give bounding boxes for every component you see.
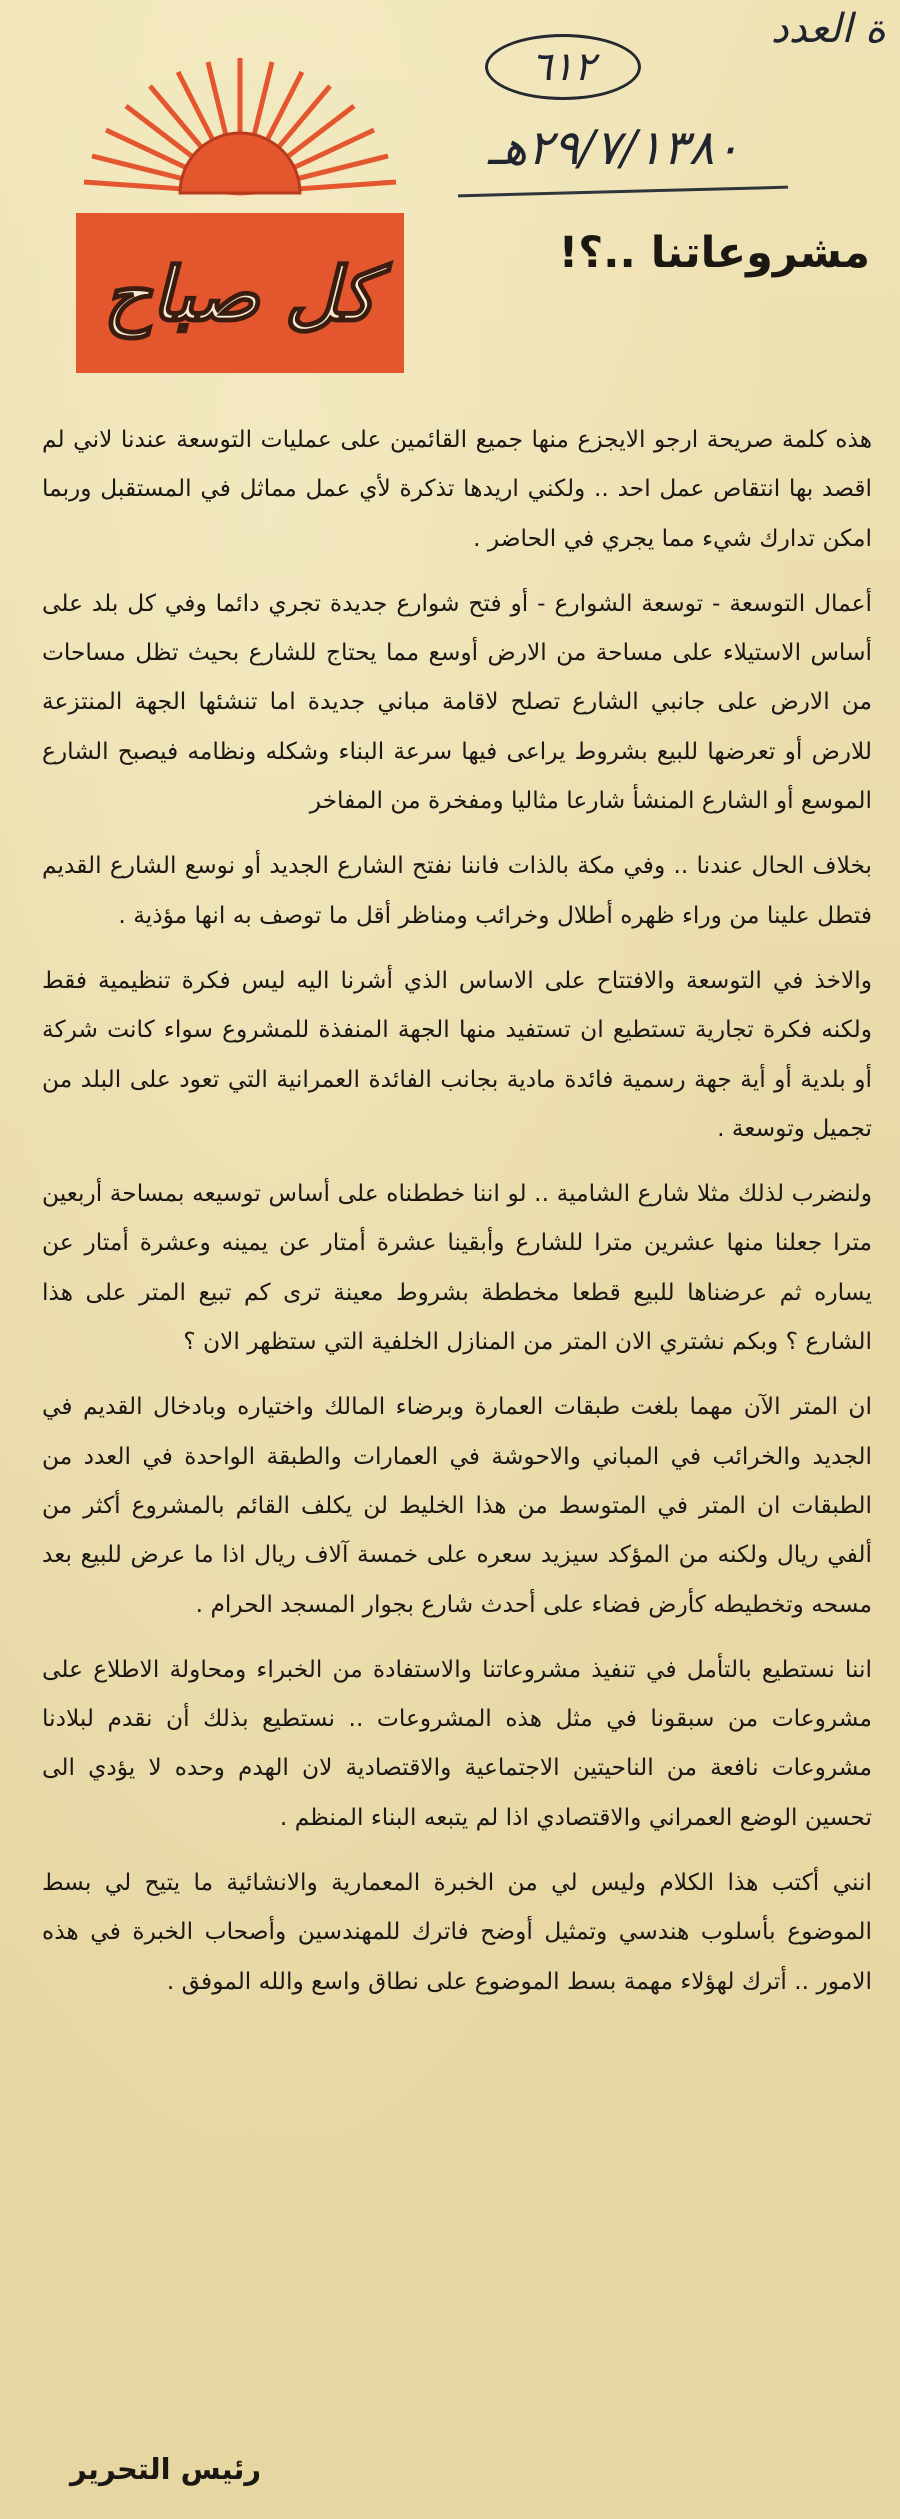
kul-sabah-logo	[40, 48, 440, 373]
paragraph: هذه كلمة صريحة ارجو الايجزع منها جميع القائمين على عمليات التوسعة عندنا لاني لم اقصد بها انتقاص عمل احد .. ولكني اريدها تذكرة لأي عمل مماثل في المستقبل وربما امكن تدارك شيء مما يجري في الحاضر .	[42, 426, 872, 552]
logo-text: كل صباح	[103, 252, 377, 338]
paragraph: ولنضرب لذلك مثلا شارع الشامية .. لو اننا خططناه على أساس توسيعه بمساحة أربعين مترا جعلنا منها عشرين مترا للشارع وأبقينا عشرة أمتار عن يمينه وعشرة أمتار عن يساره ثم عرضناها للبيع قطعا مخططة بشروط معينة ترى كم تبيع المتر على هذا الشارع ؟ وبكم نشتري الان المتر من المنازل الخلفية التي ستظهر الان ؟	[42, 1180, 872, 1356]
issue-number: ٦١٢	[530, 44, 596, 90]
paragraph: أعمال التوسعة - توسعة الشوارع - أو فتح شوارع جديدة تجري دائما وفي كل بلد على أساس الاستيلاء على مساحة من الارض أوسع مما يحتاج للشارع بحيث تظل مساحات من الارض على جانبي الشارع تصلح لاقامة مباني جديدة اما تنشئها الجهة المنتزعة للارض أو تعرضها للبيع بشروط يراعى فيها سرعة البناء وشكله ونظامه فيصبح الشارع الموسع أو الشارع المنشأ شارعا مثاليا ومفخرة من المفاخر	[42, 589, 872, 815]
issue-label: ة العدد	[770, 6, 886, 52]
article-title: مشروعاتنا ..؟!	[558, 228, 870, 278]
date-underline	[458, 186, 788, 198]
paragraph: ان المتر الآن مهما بلغت طبقات العمارة وبرضاء المالك واختياره وبادخال القديم في الجديد والخرائب في المباني والاحوشة في العمارات والطبقة الواحدة في العدد من الطبقات ان المتر في المتوسط من هذا الخليط لن يكلف القائم بالمشروع أكثر من ألفي ريال ولكنه من المؤكد سيزيد سعره على خمسة آلاف ريال اذا ما عرض للبيع بعد مسحه وتخطيطه كأرض فضاء على أحدث شارع بجوار المسجد الحرام .	[42, 1393, 872, 1618]
article-body	[42, 415, 872, 2022]
handwritten-date: ٢٩/٧/١٣٨٠هـ	[487, 120, 740, 176]
paragraph: والاخذ في التوسعة والافتتاح على الاساس الذي أشرنا اليه ليس فكرة تنظيمية فقط ولكنه فكرة تجارية تستطيع ان تستفيد منها الجهة المنفذة للمشروع سواء كانت شركة أو بلدية أو أية جهة رسمية فائدة مادية بجانب الفائدة العمرانية التي تعود على البلد من تجميل وتوسعة .	[42, 966, 872, 1142]
signature: رئيس التحرير	[70, 2452, 262, 2486]
paragraph: انني أكتب هذا الكلام وليس لي من الخبرة المعمارية والانشائية ما يتيح لي بسط الموضوع بأسلوب هندسي وتمثيل أوضح فاترك للمهندسين وأصحاب الخبرة في هذه الامور .. أترك لهؤلاء مهمة بسط الموضوع على نطاق واسع والله الموفق .	[42, 1869, 872, 1995]
paragraph: اننا نستطيع بالتأمل في تنفيذ مشروعاتنا والاستفادة من الخبراء ومحاولة الاطلاع على مشروعات من سبقونا في مثل هذه المشروعات .. نستطيع بذلك أن نقدم لبلادنا مشروعات نافعة من الناحيتين الاجتماعية والاقتصادية لان الهدم وحده لا يؤدي الى تحسين الوضع العمراني والاقتصادي اذا لم يتبعه البناء المنظم .	[42, 1655, 872, 1831]
issue-number-oval	[485, 34, 641, 100]
paragraph: بخلاف الحال عندنا .. وفي مكة بالذات فاننا نفتح الشارع الجديد أو نوسع الشارع القديم فتطل علينا من وراء ظهره أطلال وخرائب ومناظر أقل ما توصف به انها مؤذية .	[42, 852, 872, 929]
